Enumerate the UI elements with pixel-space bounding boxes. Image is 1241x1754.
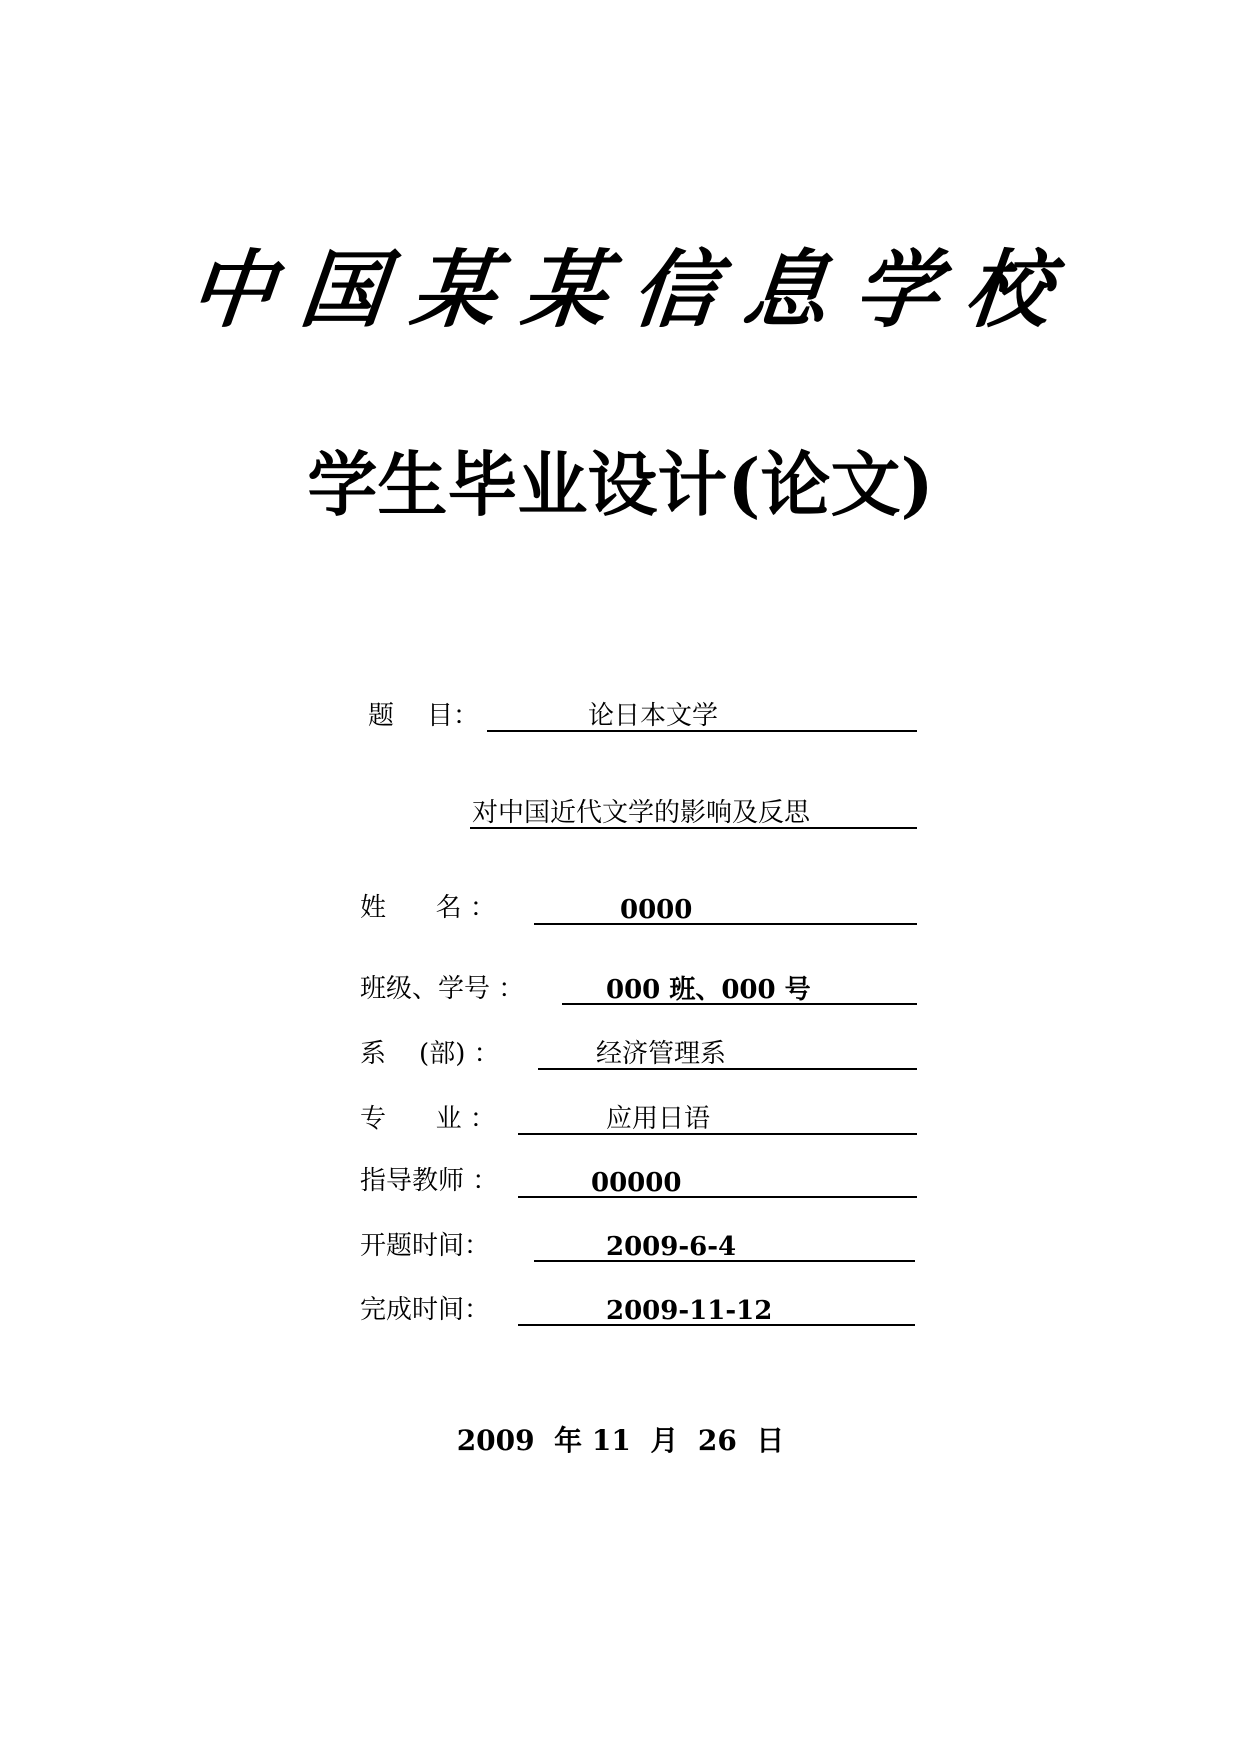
advisor-value: 00000	[591, 1168, 682, 1198]
school-name-char: 国	[295, 240, 391, 339]
document-title: 学生毕业设计(论文)	[307, 443, 934, 526]
finish-date-label: 完成时间：	[360, 1295, 491, 1325]
name-label: 姓 名 ：	[360, 893, 496, 923]
finish-date-value: 2009-11-12	[606, 1296, 773, 1326]
major-value: 应用日语	[606, 1104, 711, 1134]
school-name-char: 中	[184, 240, 280, 339]
name-value: 0000	[620, 895, 693, 925]
school-name	[184, 230, 1056, 350]
start-date-value: 2009-6-4	[606, 1232, 737, 1262]
cover-date: 2009 年 11 月 26 日	[456, 1424, 785, 1457]
major-underline	[518, 1103, 917, 1135]
name-underline	[534, 893, 917, 925]
advisor-underline	[518, 1166, 917, 1198]
school-name-char: 信	[628, 240, 723, 339]
school-name-char: 校	[960, 240, 1056, 339]
topic-value-line-1: 论日本文学	[588, 701, 719, 731]
school-name-char: 某	[517, 240, 612, 339]
school-name-char: 某	[406, 240, 501, 339]
topic-value-line-2: 对中国近代文学的影响及反思	[472, 798, 811, 828]
topic-label: 题 目：	[368, 701, 480, 731]
start-date-label: 开题时间：	[360, 1231, 491, 1261]
school-name-char: 息	[739, 240, 834, 339]
department-value: 经济管理系	[596, 1039, 727, 1069]
department-label: 系 (部) ：	[360, 1039, 500, 1069]
major-label: 专 业 ：	[360, 1104, 496, 1134]
class-value: 000 班、000 号	[606, 975, 811, 1005]
advisor-label: 指导教师 ：	[360, 1166, 499, 1196]
class-label: 班级、学号 ：	[360, 974, 525, 1004]
school-name-char: 学	[849, 240, 945, 339]
department-underline	[538, 1038, 917, 1070]
